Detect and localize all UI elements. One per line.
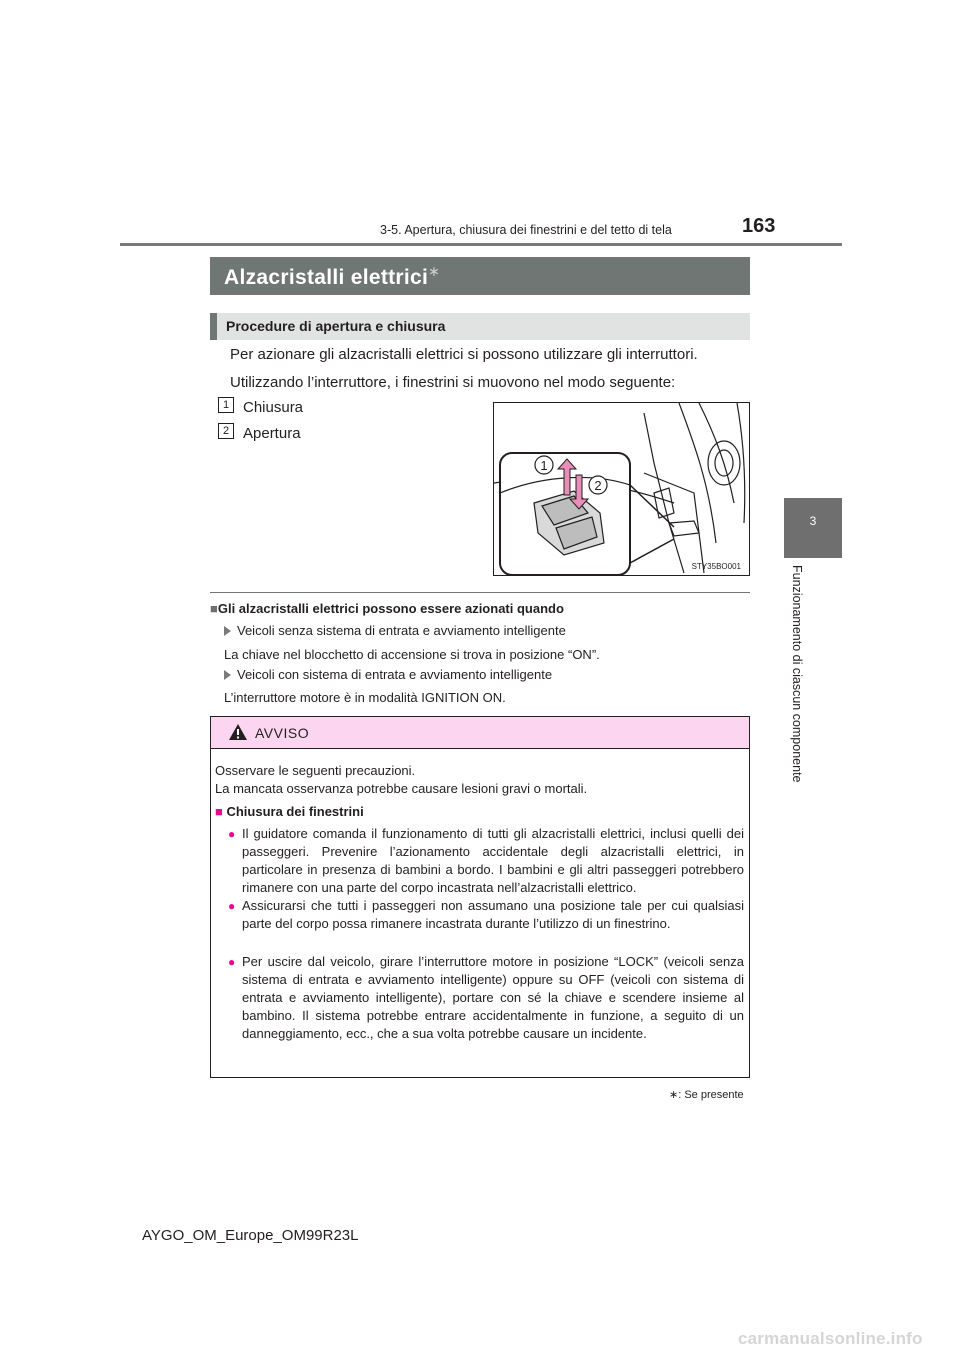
condition-text-1: La chiave nel blocchetto di accensione si trova in posizione “ON”. bbox=[224, 647, 600, 662]
header-rule bbox=[120, 243, 842, 246]
conditions-title bbox=[210, 601, 564, 616]
footnote-marker: ∗ bbox=[669, 1089, 679, 1101]
warning-box bbox=[210, 716, 750, 1078]
callout-1: 1 bbox=[540, 458, 548, 473]
legend-label-1: Chiusura bbox=[243, 399, 304, 416]
square-bullet-icon: ■ bbox=[210, 601, 218, 616]
warning-label: AVVISO bbox=[255, 725, 310, 741]
illustration-code: STY35BO001 bbox=[691, 562, 741, 571]
warning-bullet-1 bbox=[228, 825, 744, 897]
footnote bbox=[669, 1088, 744, 1101]
warning-section-title bbox=[215, 803, 364, 821]
conditions-title-text: Gli alzacristalli elettrici possono essere azionati quando bbox=[217, 601, 564, 616]
chapter-tab-label bbox=[770, 565, 824, 795]
condition-vehicle-1 bbox=[224, 623, 566, 638]
warning-bullet-3-text: Per uscire dal veicolo, girare l’interruttore motore in posizione “LOCK” (veicoli senza sistema di entrata e avviamento intelligente) oppure su OFF (veicoli con sistema di entrata e avviamento intelligente), portare con sé la chiave e scendere insieme al bambino. Il sistema potrebbe entrare accidentalmente in funzione, a seguito di un danneggiamento, ecc., che a sua volta potrebbe causare un incidente. bbox=[242, 954, 744, 1041]
window-switch-drawing bbox=[494, 403, 750, 576]
legend-number-1: 1 bbox=[218, 397, 234, 413]
legend-number-2: 2 bbox=[218, 423, 234, 439]
triangle-bullet-icon bbox=[224, 626, 231, 636]
triangle-bullet-icon bbox=[224, 670, 231, 680]
page-title bbox=[224, 263, 440, 290]
chapter-tab-number: 3 bbox=[809, 514, 817, 528]
optional-marker: ∗ bbox=[428, 263, 441, 279]
subsection-header bbox=[210, 313, 750, 340]
intro-line-2: Utilizzando l’interruttore, i finestrini si muovono nel modo seguente: bbox=[230, 374, 676, 391]
legend-label-2: Apertura bbox=[243, 425, 301, 442]
warning-bullet-2-text: Assicurarsi che tutti i passeggeri non assumano una posizione tale per cui qualsiasi parte del corpo possa rimanere incastrata durante l’utilizzo di un finestrino. bbox=[242, 898, 744, 931]
page-number: 163 bbox=[742, 215, 776, 237]
chapter-tab-label-text: Funzionamento di ciascun componente bbox=[790, 565, 804, 783]
section-header: 3-5. Apertura, chiusura dei finestrini e del tetto di tela bbox=[380, 223, 672, 237]
condition-vehicle-2-text: Veicoli con sistema di entrata e avviamento intelligente bbox=[237, 667, 553, 682]
warning-section-text: Chiusura dei finestrini bbox=[226, 804, 364, 819]
section-separator bbox=[210, 592, 750, 593]
warning-intro-1: Osservare le seguenti precauzioni. bbox=[215, 763, 416, 778]
page-title-bar bbox=[210, 257, 750, 295]
intro-line-1: Per azionare gli alzacristalli elettrici si possono utilizzare gli interruttori. bbox=[230, 346, 698, 363]
window-switch-illustration bbox=[493, 402, 750, 576]
warning-header bbox=[211, 717, 749, 749]
warning-bullet-3 bbox=[228, 953, 744, 1043]
condition-vehicle-2 bbox=[224, 667, 552, 682]
subsection-title: Procedure di apertura e chiusura bbox=[226, 318, 446, 334]
document-code: AYGO_OM_Europe_OM99R23L bbox=[142, 1227, 359, 1244]
watermark: carmanualsonline.info bbox=[738, 1329, 923, 1348]
condition-vehicle-1-text: Veicoli senza sistema di entrata e avviamento intelligente bbox=[237, 623, 566, 638]
square-bullet-icon: ■ bbox=[215, 804, 227, 819]
condition-text-2: L’interruttore motore è in modalità IGNITION ON. bbox=[224, 690, 506, 705]
page-title-text: Alzacristalli elettrici bbox=[224, 266, 429, 289]
footnote-text: : Se presente bbox=[678, 1089, 744, 1101]
circle-bullet-icon: ● bbox=[228, 899, 236, 913]
warning-triangle-icon bbox=[228, 723, 248, 741]
callout-2: 2 bbox=[594, 478, 602, 493]
chapter-tab bbox=[784, 498, 842, 558]
circle-bullet-icon: ● bbox=[228, 827, 236, 841]
subsection-marker bbox=[210, 313, 217, 340]
warning-bullet-1-text: Il guidatore comanda il funzionamento di tutti gli alzacristalli elettrici, inclusi quelli dei passeggeri. Prevenire l’azionamento accidentale degli alzacristalli elettrici, in particolare in presenza di bambini a bordo. I bambini e gli altri passeggeri potrebbero rimanere con una parte del corpo incastrata nell’alzacristalli elettrico. bbox=[242, 826, 744, 895]
warning-bullet-2 bbox=[228, 897, 744, 933]
warning-intro-2: La mancata osservanza potrebbe causare lesioni gravi o mortali. bbox=[215, 781, 588, 796]
circle-bullet-icon: ● bbox=[228, 955, 236, 969]
